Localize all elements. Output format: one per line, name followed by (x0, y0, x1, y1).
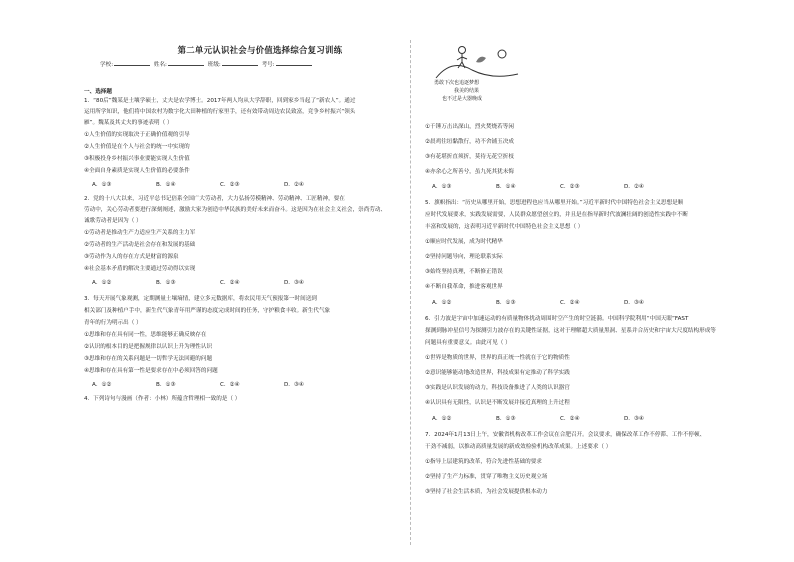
q3-item: ③思维和存在的关系问题是一切哲学无法回避的问题 (84, 356, 213, 362)
q1-item: ②人生价值是在个人与社会的统一中实现的 (84, 144, 190, 150)
q1-stem-line: 1．“80后”魏某是土壤学硕士，丈夫是农学博士。2017年两人均从大学辞职，回到家乡当起了“新农人”。通过 (84, 98, 356, 104)
option-d[interactable]: D．③④ (624, 416, 644, 422)
q3-stem-line: 相关部门及种植户手中，新生代气象青年用严谨的态度完成时间的任务，守护粮食丰收。新生代气象 (84, 308, 331, 314)
q2-item: ③劳动作为人的存在方式是财富的源泉 (84, 254, 179, 260)
option-c[interactable]: C．②③ (560, 184, 580, 190)
name-label: 姓名: (153, 62, 167, 68)
q6-item: ④认识具有无限性，认识是不断发展并接近真理的上升过程 (425, 400, 570, 406)
option-a[interactable]: A．①② (92, 382, 112, 388)
q2-stem-line: 2．党的十八大以来，习近平总书记倍系全国广大劳动者，大力弘扬劳模精神、劳动精神、工匠精神，要在 (84, 196, 345, 202)
q5-item: ②坚持问题导向，理论联系实际 (425, 254, 503, 260)
q1-stem-line: 运用所学知识，他们将中国农村为数字化大田种植的行家里手，还有效带动周边农民致富，竞争乡村振兴“领头 (84, 109, 356, 115)
q4-item: ①千锤万击出深山，烈火焚烧若等闲 (425, 124, 514, 130)
option-d[interactable]: D．③④ (284, 280, 304, 286)
q4-item: ③有花堪折直须折，莫待无花空折枝 (425, 154, 514, 160)
option-d[interactable]: D．③④ (624, 300, 644, 306)
school-label: 学校: (100, 62, 114, 68)
comic-caption: 我美的结果 (454, 88, 480, 94)
option-b[interactable]: B．①③ (496, 300, 516, 306)
option-a[interactable]: A．①② (432, 416, 452, 422)
q5-item: ③始终坚持真理，不断修正错误 (425, 269, 503, 275)
q7-item: ③坚持了社会生活本质，为社会发展提供根本动力 (425, 489, 548, 495)
q7-stem-line: 干劲不减弱，以推动高质量发展的新成效检验机构改革成果。上述要求（ ） (425, 444, 612, 450)
section-title: 一、选择题 (84, 89, 112, 95)
q4-item: ④亦余心之所善兮，虽九死其犹未悔 (425, 169, 514, 175)
option-b[interactable]: B．①③ (156, 382, 176, 388)
q3-item: ④思维和存在具有第一性是要求存在中必须回答的问题 (84, 368, 218, 374)
option-b[interactable]: B．①③ (156, 280, 176, 286)
q2-item: ②劳动者的生产活动是社会存在和发展的基础 (84, 242, 196, 248)
q1-stem-line: 雁”。魏某及其丈夫的事迹表明（ ） (84, 120, 173, 126)
q3-stem-line: 青年的行为明示出（ ） (84, 320, 142, 326)
option-b[interactable]: B．①③ (496, 416, 516, 422)
option-c[interactable]: C．②④ (560, 300, 580, 306)
column-divider (410, 40, 411, 545)
q4-stem-line: 4．下列诗句与漫画（作者：小林）所蕴含哲理相一致的是（ ） (84, 396, 241, 402)
option-a[interactable]: A．①③ (432, 184, 452, 190)
q2-item: ④社会基本矛盾的解决主要通过劳动得以实现 (84, 266, 196, 272)
school-blank[interactable] (114, 60, 150, 66)
q6-stem-line: 探测到脉冲星信号为探测引力波存在的关键性证据，这对于理解超大质量黑洞、星系并合历史和宇宙大尺度结构形成等 (425, 328, 716, 334)
q3-options (92, 382, 348, 389)
q1-options (92, 182, 348, 189)
q1-item: ③积极投身乡村振兴事业要能实现人生价值 (84, 156, 190, 162)
option-d[interactable]: D．②④ (624, 184, 644, 190)
q6-stem-line: 6．引力波是宇宙中加速运动的有质量物体扰动周围时空产生的时空涟漪。中国科学院利用“中国天眼”FAST (425, 316, 689, 322)
option-c[interactable]: C．②④ (220, 382, 240, 388)
q5-item: ④不断自我革命，推进客观世界 (425, 284, 503, 290)
option-d[interactable]: D．②④ (284, 182, 304, 188)
q6-options (432, 416, 688, 423)
name-blank[interactable] (168, 60, 204, 66)
option-d[interactable]: D．③④ (284, 382, 304, 388)
comic-illustration (432, 40, 524, 112)
q3-item: ①思维和存在具有同一性，思维能够正确反映存在 (84, 332, 207, 338)
q5-stem-line: 5．旗帜指出：“历史从哪里开始，思想进程也应当从哪里开始。”习近平新时代中国特色社会主义思想是顺 (425, 200, 684, 206)
q1-item: ①人生价值的实现取决于正确价值观的引导 (84, 132, 190, 138)
q7-item: ②坚持了生产力标准，贯穿了唯物主义历史观立场 (425, 474, 548, 480)
class-label: 班级: (207, 62, 221, 68)
option-c[interactable]: C．②④ (220, 280, 240, 286)
q6-stem-line: 问题具有重要意义。由此可见（ ） (425, 340, 511, 346)
comic-caption: 勇敢下次也追逐梦想 (434, 80, 480, 86)
q6-item: ③实践是认识发展的动力，科技设备推进了人类的认识器官 (425, 385, 570, 391)
q4-item: ②晨鸡往垣黏散行，功不舍铺玉决成 (425, 139, 514, 145)
q5-stem-line: 应时代发展要求，实践发展需要，人民群众愿望创立的，并且是在指导新时代波澜壮阔的创造性实践中不断 (425, 212, 688, 218)
q2-stem-line: 诚歌劳动者是因为（ ） (84, 218, 142, 224)
option-a[interactable]: A．①② (92, 280, 112, 286)
comic-caption: 也不过是大器晚成 (442, 96, 483, 102)
option-c[interactable]: C．②④ (560, 416, 580, 422)
q2-stem-line: 劳动中，关心劳动者要进行深刻阐述，激励大家为创造中华民族的美好未来而奋斗。这是因为在社会主义社会，崇尚劳动、 (84, 207, 387, 213)
q3-item: ②认识的根本目的是把握规律以认识上升为理性认识 (84, 344, 213, 350)
q4-options (432, 184, 688, 191)
option-b[interactable]: B．①④ (496, 184, 516, 190)
q5-options (432, 300, 688, 307)
q3-stem-line: 3．每天开展气象观测，定期测量土壤墒情，建立多元数据库，将农民用天气预报第一时间送到 (84, 296, 317, 302)
q1-item: ④全面自身素质是实现人生价值的必要条件 (84, 168, 190, 174)
q5-stem-line: 丰富和发展的，这表明习近平新时代中国特色社会主义思想（ ） (425, 224, 584, 230)
option-a[interactable]: A．①② (432, 300, 452, 306)
exam-no-label: 考号: (261, 62, 275, 68)
q2-options (92, 280, 348, 287)
page-title: 第二单元认识社会与价值选择综合复习训练 (177, 45, 343, 55)
q2-item: ①劳动者是推动生产力适应生产关系的主力军 (84, 230, 196, 236)
option-b[interactable]: B．①④ (156, 182, 176, 188)
option-a[interactable]: A．①③ (92, 182, 112, 188)
option-c[interactable]: C．②③ (220, 182, 240, 188)
student-info-line (100, 60, 314, 68)
exam-no-blank[interactable] (276, 60, 312, 66)
class-blank[interactable] (222, 60, 258, 66)
q5-item: ①顺应时代发展，成为时代精华 (425, 239, 503, 245)
q7-stem-line: 7．2024年1月13日上午，安徽省机构改革工作会议在合肥召开。会议要求，确保改革工作不停滞、工作不停顿、 (425, 432, 706, 438)
q7-item: ①指导上层建筑的改革，符合先进性基础的要求 (425, 459, 542, 465)
q6-item: ②意识能够能动地改造世界，科技成果有定推动了科学实践 (425, 370, 570, 376)
q6-item: ①世界是物质的世界，世界的真正统一性就在于它的物质性 (425, 355, 570, 361)
